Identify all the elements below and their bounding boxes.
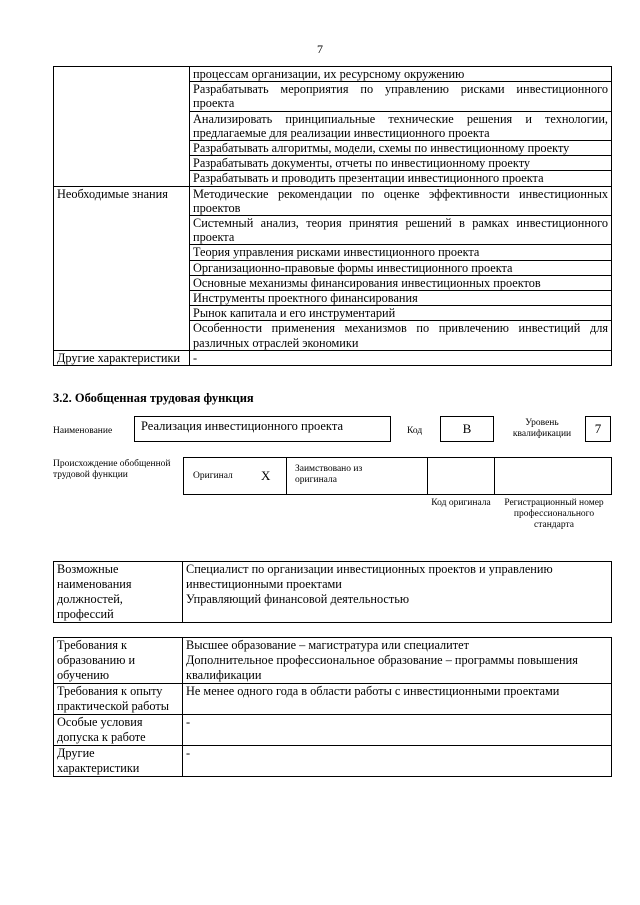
table-row: [54, 275, 612, 290]
row-label: [54, 82, 190, 111]
table-row: [54, 141, 612, 156]
row-label: [54, 291, 190, 306]
req-label: Требования к образованию и обучению: [54, 638, 183, 684]
row-label: [54, 171, 190, 186]
req-line: Дополнительное профессиональное образование – программы повышения квалификации: [186, 653, 578, 682]
req-values: [183, 715, 612, 746]
table-row: [54, 260, 612, 275]
original-mark: X: [261, 468, 271, 483]
table-row: [54, 111, 612, 140]
req-values: [183, 684, 612, 715]
table-row: [54, 245, 612, 260]
table-row: [54, 350, 612, 365]
reg-number-box: [494, 457, 612, 495]
table-row: [54, 638, 612, 684]
table-row: [54, 715, 612, 746]
code-original-box: [427, 457, 495, 495]
position-line: Управляющий финансовой деятельностью: [186, 592, 410, 606]
name-value: Реализация инвестиционного проекта: [141, 419, 343, 433]
level-box: [585, 416, 611, 442]
positions-table: [53, 561, 612, 623]
table-row: [54, 291, 612, 306]
row-label: [54, 156, 190, 171]
row-text: Рынок капитала и его инструментарий: [190, 306, 612, 321]
code-original-label: Код оригинала: [431, 498, 491, 508]
original-box: [183, 457, 287, 495]
row-text: -: [190, 350, 612, 365]
req-values: [183, 638, 612, 684]
row-label-knowledge: Необходимые знания: [54, 186, 190, 215]
table-row: [54, 67, 612, 82]
row-label: [54, 141, 190, 156]
table-row: [54, 156, 612, 171]
requirements-table: [53, 637, 612, 777]
row-text: Разрабатывать и проводить презентации инвестиционного проекта: [190, 171, 612, 186]
skills-knowledge-table: [53, 66, 612, 366]
row-text: Методические рекомендации по оценке эффективности инвестиционных проектов: [190, 186, 612, 215]
req-values: [183, 746, 612, 777]
row-label-other: Другие характеристики: [54, 350, 190, 365]
row-label: [54, 67, 190, 82]
row-text: процессам организации, их ресурсному окружению: [190, 67, 612, 82]
row-label: [54, 321, 190, 350]
table-row: [54, 306, 612, 321]
row-text: Разрабатывать алгоритмы, модели, схемы по инвестиционному проекту: [190, 141, 612, 156]
table-row: [54, 216, 612, 245]
table-row: [54, 171, 612, 186]
row-label: [54, 260, 190, 275]
row-text: Особенности применения механизмов по привлечению инвестиций для различных отраслей экономики: [190, 321, 612, 350]
req-label: Другие характеристики: [54, 746, 183, 777]
req-label: Особые условия допуска к работе: [54, 715, 183, 746]
table-row: [54, 321, 612, 350]
table-row: [54, 186, 612, 215]
table-row: [54, 746, 612, 777]
row-text: Разрабатывать мероприятия по управлению рисками инвестиционного проекта: [190, 82, 612, 111]
row-label: [54, 216, 190, 245]
code-value: B: [462, 421, 472, 436]
reg-number-label: Регистрационный номер профессионального стандарта: [504, 498, 604, 530]
row-text: Организационно-правовые формы инвестиционного проекта: [190, 260, 612, 275]
row-text: Системный анализ, теория принятия решений в рамках инвестиционного проекта: [190, 216, 612, 245]
req-line: Высшее образование – магистратура или специалитет: [186, 638, 469, 652]
req-label: Требования к опыту практической работы: [54, 684, 183, 715]
original-label: Оригинал: [193, 471, 233, 481]
position-line: Специалист по организации инвестиционных проектов и управлению инвестиционными проектами: [186, 562, 553, 591]
code-label: Код: [407, 426, 423, 436]
row-label: [54, 306, 190, 321]
row-label: [54, 275, 190, 290]
borrowed-label: Заимствовано из оригинала: [295, 464, 363, 485]
positions-label: Возможные наименования должностей, профессий: [54, 562, 183, 623]
origin-label: Происхождение обобщенной трудовой функции: [53, 459, 171, 480]
req-line: -: [186, 715, 191, 729]
row-text: Инструменты проектного финансирования: [190, 291, 612, 306]
page-number: 7: [317, 42, 323, 56]
row-text: Разрабатывать документы, отчеты по инвестиционному проекту: [190, 156, 612, 171]
table-row: [54, 82, 612, 111]
name-box: [134, 416, 391, 442]
positions-values: [183, 562, 612, 623]
name-label: Наименование: [53, 426, 113, 436]
row-text: Основные механизмы финансирования инвестиционных проектов: [190, 275, 612, 290]
row-label: [54, 245, 190, 260]
level-label: Уровень квалификации: [512, 418, 572, 439]
level-value: 7: [594, 421, 602, 436]
section-heading: 3.2. Обобщенная трудовая функция: [53, 391, 254, 405]
table-row: [54, 684, 612, 715]
borrowed-box: [286, 457, 428, 495]
row-text: Анализировать принципиальные технические решения и технологии, предлагаемые для реализации инвестиционного проекта: [190, 111, 612, 140]
req-line: -: [186, 746, 191, 760]
row-label: [54, 111, 190, 140]
req-line: Не менее одного года в области работы с инвестиционными проектами: [186, 684, 560, 698]
row-text: Теория управления рисками инвестиционного проекта: [190, 245, 612, 260]
table-row: [54, 562, 612, 623]
code-box: [440, 416, 494, 442]
